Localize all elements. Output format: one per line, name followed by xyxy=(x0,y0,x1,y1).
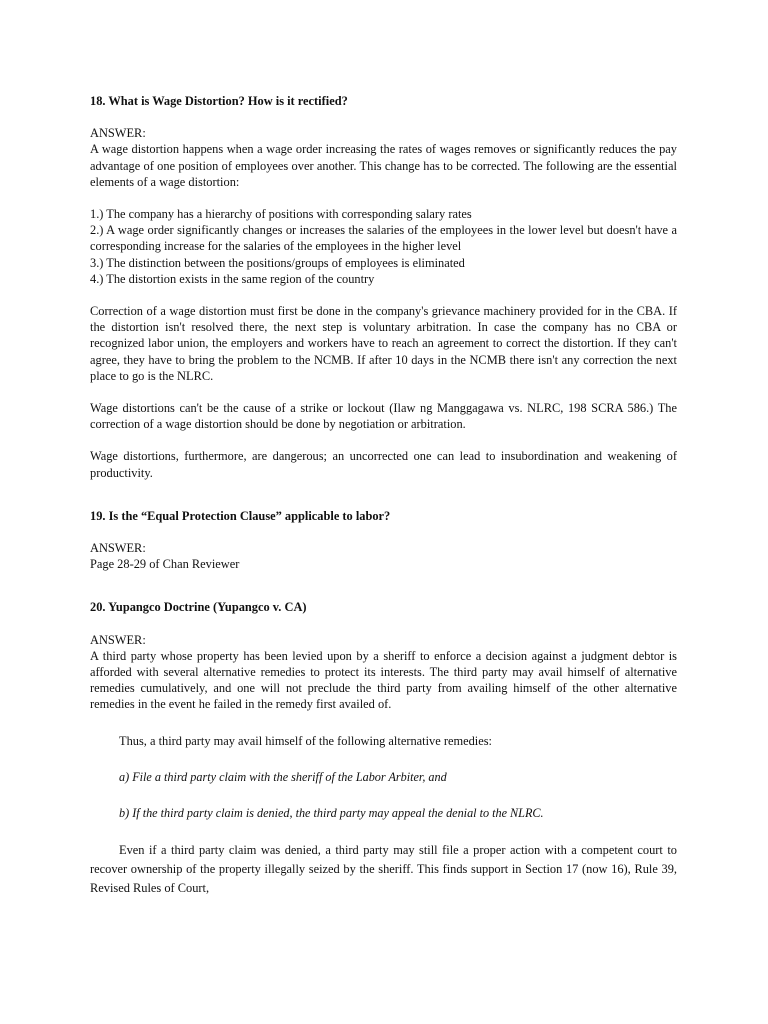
element-item: 2.) A wage order significantly changes or increases the salaries of the employees in the lower level but doesn't have a corresponding increase for the salaries of the employees in the higher level xyxy=(90,223,677,254)
question-19-heading: 19. Is the “Equal Protection Clause” applicable to labor? xyxy=(90,508,391,523)
answer-label: ANSWER: xyxy=(90,632,146,647)
third-party-paragraph: A third party whose property has been levied upon by a sheriff to enforce a decision against a judgment debtor is afforded with several alternative remedies to protect its interests. The third party may avail himself of alternative remedies cumulatively, and one will not preclude the third party from availing himself of the other alternative remedies in the event he failed in the remedy first availed of. xyxy=(90,648,677,712)
remedy-item: b) If the third party claim is denied, the third party may appeal the denial to the NLRC. xyxy=(119,806,544,821)
answer-reference: Page 28-29 of Chan Reviewer xyxy=(90,557,240,572)
answer-label: ANSWER: xyxy=(90,126,146,141)
question-20-heading: 20. Yupangco Doctrine (Yupangco v. CA) xyxy=(90,600,307,615)
question-18 xyxy=(90,93,677,481)
element-item: 1.) The company has a hierarchy of positions with corresponding salary rates xyxy=(90,207,472,222)
remedies-lead-in: Thus, a third party may avail himself of the following alternative remedies: xyxy=(119,733,492,748)
closing-paragraph: Even if a third party claim was denied, a third party may still file a proper action with a competent court to recover ownership of the property illegally seized by the sheriff. This finds support in Section 17 (now 16), Rule 39, Revised Rules of Court, xyxy=(90,843,677,896)
answer-label: ANSWER: xyxy=(90,541,146,556)
wage-distortion-definition: A wage distortion happens when a wage order increasing the rates of wages removes or significantly reduces the pay advantage of one position of employees over another. This change has to be corrected. The following are the essential elements of a wage distortion: xyxy=(90,142,677,189)
question-19 xyxy=(90,508,677,573)
element-item: 4.) The distortion exists in the same region of the country xyxy=(90,271,375,286)
remedy-item: a) File a third party claim with the sheriff of the Labor Arbiter, and xyxy=(119,769,447,784)
question-18-heading: 18. What is Wage Distortion? How is it rectified? xyxy=(90,94,348,108)
element-item: 3.) The distinction between the positions/groups of employees is eliminated xyxy=(90,255,465,270)
correction-paragraph: Correction of a wage distortion must first be done in the company's grievance machinery provided for in the CBA. If the distortion isn't resolved there, the next step is voluntary arbitration. In case the company has no CBA or recognized labor union, the employers and workers have to reach an agreement to correct the distortion. If they can't agree, they have to bring the problem to the NCMB. If after 10 days in the NCMB there isn't any correction the next place to go is the NLRC. xyxy=(90,304,677,383)
strike-paragraph: Wage distortions can't be the cause of a strike or lockout (Ilaw ng Manggagawa vs. NLRC, 198 SCRA 586.) The correction of a wage distortion should be done by negotiation or arbitration. xyxy=(90,401,677,432)
question-20 xyxy=(90,599,677,898)
danger-paragraph: Wage distortions, furthermore, are dangerous; an uncorrected one can lead to insubordination and weakening of productivity. xyxy=(90,449,677,480)
